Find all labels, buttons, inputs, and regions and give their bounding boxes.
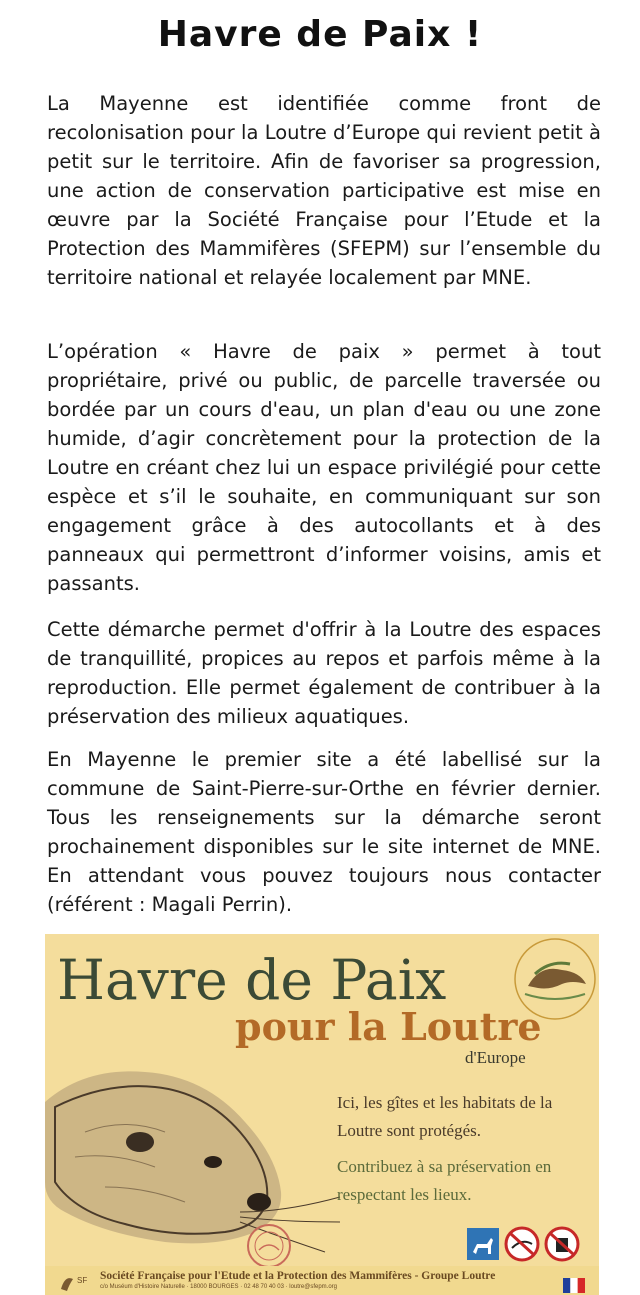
otter-illustration-icon: [45, 1062, 345, 1262]
no-littering-icon: [546, 1228, 578, 1260]
poster-subtitle: pour la Loutre: [235, 1004, 542, 1049]
page-title: Havre de Paix !: [157, 14, 483, 55]
paragraph-operation: L’opération « Havre de paix » permet à tout propriétaire, privé ou public, de parcelle traversée ou bordée par un cours d'eau, un plan d'eau ou une zone humide, d’agir concrètement pour la protection de la Loutre en créant chez lui un espace privilégié pour cette espèce et s’il le souhaite, en communiquant sur son engagement grâce à des autocollants et à des panneaux qui permettront d’informer voisins, amis et passants.: [47, 340, 601, 595]
dog-allowed-icon: [467, 1228, 499, 1260]
paragraph-intro: La Mayenne est identifiée comme front de recolonisation pour la Loutre d’Europe qui revient petit à petit sur le territoire. Afin de favoriser sa progression, une action de conservation participative est mise en œuvre par la Société Française pour l’Etude et la Protection des Mammifères (SFEPM) sur l’ensemble du territoire national et relayée localement par MNE.: [47, 92, 601, 289]
paragraph-benefits: Cette démarche permet d'offrir à la Loutre des espaces de tranquillité, propices au repos et parfois même à la reproduction. Elle permet également de contribuer à la préservation des milieux aquatiques.: [47, 618, 601, 728]
havre-de-paix-poster: [45, 934, 599, 1295]
restriction-signs: [465, 1226, 585, 1262]
poster-footer-organization: Société Française pour l'Etude et la Protection des Mammifères - Groupe Loutre: [100, 1270, 496, 1282]
svg-text:SF: SF: [77, 1276, 88, 1285]
poster-message-protected: Ici, les gîtes et les habitats de la Loutre sont protégés.: [337, 1093, 553, 1140]
poster-footer-address: c/o Muséum d'Histoire Naturelle · 18000 BOURGES · 02 48 70 40 03 · loutre@sfepm.org: [100, 1284, 338, 1290]
havre-de-paix-seal-icon: [510, 934, 599, 1024]
poster-title: Havre de Paix: [57, 948, 447, 1012]
stamp-icon: [245, 1222, 293, 1270]
poster-subtitle-europe: d'Europe: [465, 1048, 526, 1067]
french-flag-icon: [563, 1278, 585, 1293]
poster-message-contribute: Contribuez à sa préservation en respectant les lieux.: [337, 1157, 552, 1204]
paragraph-mayenne: En Mayenne le premier site a été labellisé sur la commune de Saint-Pierre-sur-Orthe en février dernier. Tous les renseignements sur la démarche seront prochainement disponibles sur le site internet de MNE. En attendant vous pouvez toujours nous contacter (référent : Magali Perrin).: [47, 748, 601, 916]
sfepm-logo-icon: [55, 1269, 95, 1293]
no-fishing-icon: [506, 1228, 538, 1260]
poster-footer: [45, 1266, 599, 1295]
